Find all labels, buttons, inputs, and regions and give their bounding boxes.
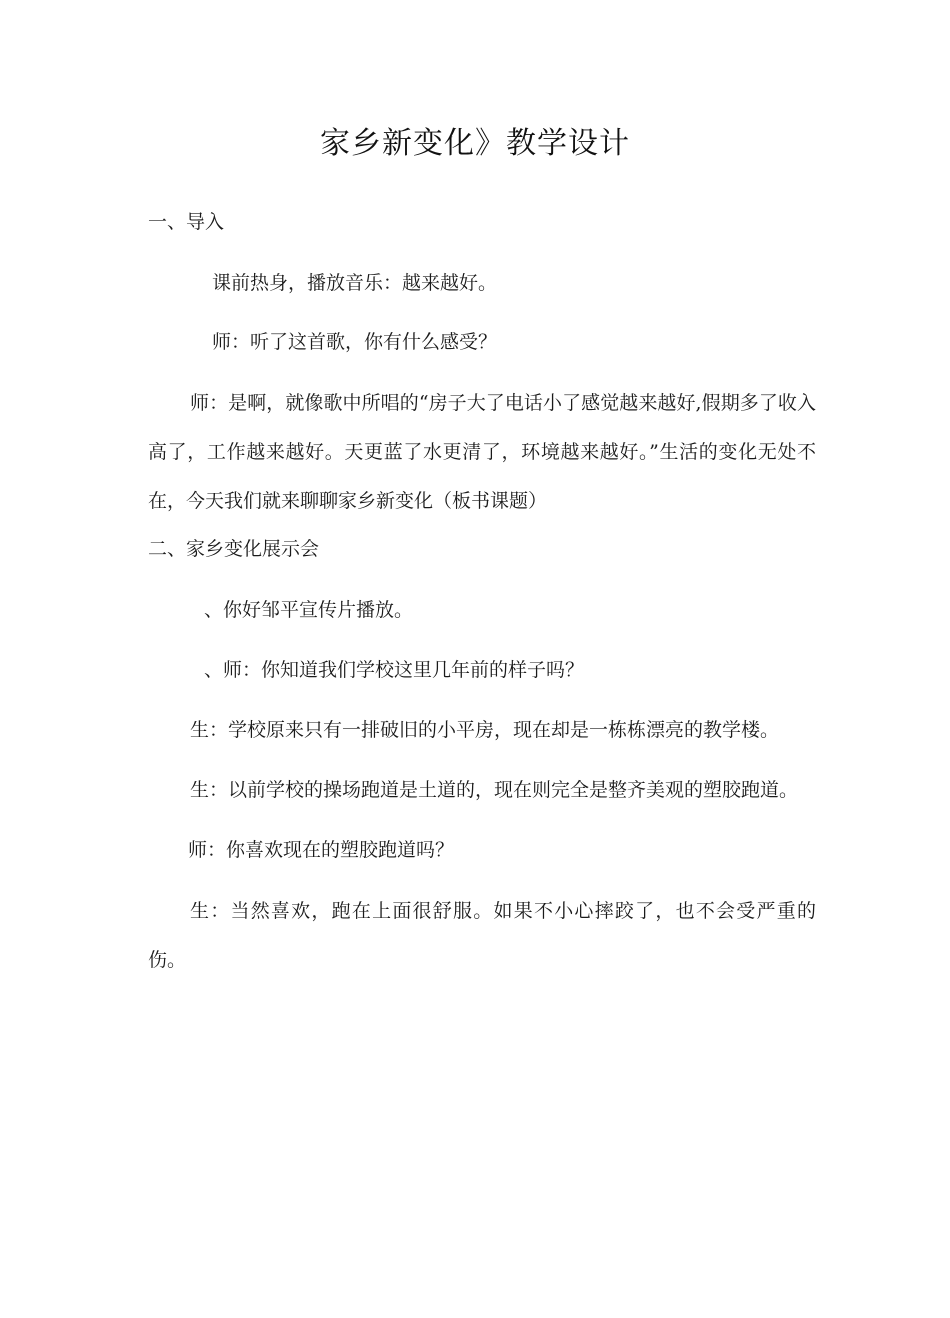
teacher-question-line: 师：听了这首歌，你有什么感受？ bbox=[212, 331, 498, 353]
document-title: 家乡新变化》教学设计 bbox=[320, 126, 630, 161]
teacher-paragraph: 师：是啊，就像歌中所唱的“房子大了电话小了感觉越来越好,假期多了收入高了，工作越来越好。天更蓝了水更清了，环境越来越好。”生活的变化无处不在，今天我们就来聊聊家乡新变化（板书课题） bbox=[148, 392, 816, 512]
showcase-item-question: 、师：你知道我们学校这里几年前的样子吗？ bbox=[204, 659, 585, 681]
student-answer-track: 生：以前学校的操场跑道是土道的，现在则完全是整齐美观的塑胶跑道。 bbox=[190, 779, 799, 801]
student-answer-like: 生：当然喜欢，跑在上面很舒服。如果不小心摔跤了，也不会受严重的伤。 bbox=[148, 900, 816, 971]
section-heading-showcase: 二、家乡变化展示会 bbox=[148, 538, 320, 560]
section-heading-intro: 一、导入 bbox=[148, 211, 225, 233]
showcase-item-video: 、你好邹平宣传片播放。 bbox=[204, 599, 414, 621]
student-answer-buildings: 生：学校原来只有一排破旧的小平房，现在却是一栋栋漂亮的教学楼。 bbox=[190, 719, 780, 741]
teacher-question-track: 师：你喜欢现在的塑胶跑道吗？ bbox=[188, 839, 455, 861]
warmup-line: 课前热身，播放音乐：越来越好。 bbox=[212, 272, 498, 294]
